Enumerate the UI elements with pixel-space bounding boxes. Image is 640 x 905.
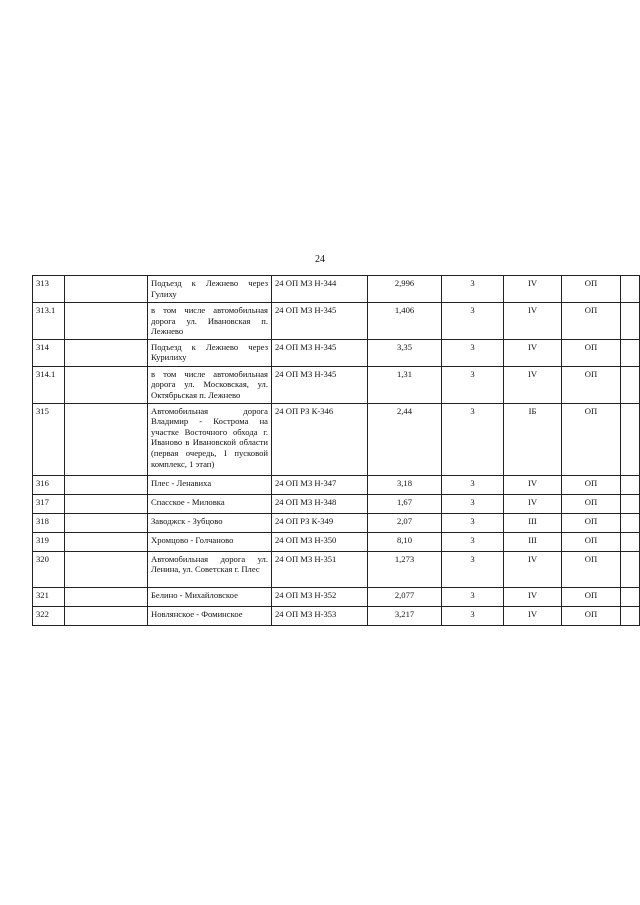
length-cell: 2,077	[368, 587, 442, 606]
table-row	[33, 532, 640, 551]
surface-type-cell: IV	[504, 494, 562, 513]
row-number-cell: 313.1	[33, 303, 65, 340]
blank-cell	[65, 276, 148, 303]
road-name-cell: Автомобильная дорога Владимир - Кострома на участке Восточного обхода г. Иваново в Ивановской области (первая очередь, I пусковой комплекс, 1 этап)	[148, 403, 272, 475]
category-cell: 3	[442, 587, 504, 606]
category-cell: 3	[442, 606, 504, 625]
road-code-cell: 24 ОП РЗ К-346	[272, 403, 368, 475]
table-row	[33, 339, 640, 366]
row-number-cell: 320	[33, 551, 65, 587]
roads-table	[32, 275, 640, 626]
blank-end-cell	[621, 606, 640, 625]
road-type-cell: ОП	[562, 303, 621, 340]
blank-cell	[65, 532, 148, 551]
row-number-cell: 316	[33, 475, 65, 494]
blank-end-cell	[621, 587, 640, 606]
blank-end-cell	[621, 276, 640, 303]
surface-type-cell: IV	[504, 606, 562, 625]
blank-end-cell	[621, 513, 640, 532]
road-type-cell: ОП	[562, 475, 621, 494]
table-row	[33, 587, 640, 606]
road-type-cell: ОП	[562, 606, 621, 625]
road-name-cell: Подъезд к Лежнево через Гулиху	[148, 276, 272, 303]
table-row	[33, 276, 640, 303]
surface-type-cell: III	[504, 532, 562, 551]
surface-type-cell: IV	[504, 366, 562, 403]
table-row	[33, 303, 640, 340]
road-type-cell: ОП	[562, 532, 621, 551]
road-code-cell: 24 ОП МЗ Н-345	[272, 303, 368, 340]
blank-cell	[65, 606, 148, 625]
length-cell: 2,996	[368, 276, 442, 303]
blank-cell	[65, 551, 148, 587]
row-number-cell: 319	[33, 532, 65, 551]
category-cell: 3	[442, 475, 504, 494]
road-type-cell: ОП	[562, 494, 621, 513]
blank-end-cell	[621, 303, 640, 340]
road-code-cell: 24 ОП МЗ Н-350	[272, 532, 368, 551]
road-type-cell: ОП	[562, 366, 621, 403]
length-cell: 1,31	[368, 366, 442, 403]
table-row	[33, 403, 640, 475]
category-cell: 3	[442, 551, 504, 587]
road-type-cell: ОП	[562, 551, 621, 587]
surface-type-cell: IV	[504, 587, 562, 606]
road-code-cell: 24 ОП РЗ К-349	[272, 513, 368, 532]
road-code-cell: 24 ОП МЗ Н-345	[272, 366, 368, 403]
road-name-cell: в том числе автомобильная дорога ул. Ивановская п. Лежнево	[148, 303, 272, 340]
row-number-cell: 318	[33, 513, 65, 532]
category-cell: 3	[442, 303, 504, 340]
surface-type-cell: IБ	[504, 403, 562, 475]
surface-type-cell: IV	[504, 276, 562, 303]
length-cell: 1,67	[368, 494, 442, 513]
table-row	[33, 513, 640, 532]
length-cell: 3,18	[368, 475, 442, 494]
category-cell: 3	[442, 366, 504, 403]
road-code-cell: 24 ОП МЗ Н-351	[272, 551, 368, 587]
length-cell: 2,07	[368, 513, 442, 532]
road-type-cell: ОП	[562, 276, 621, 303]
length-cell: 8,10	[368, 532, 442, 551]
table-row	[33, 494, 640, 513]
category-cell: 3	[442, 532, 504, 551]
row-number-cell: 321	[33, 587, 65, 606]
road-code-cell: 24 ОП МЗ Н-353	[272, 606, 368, 625]
road-type-cell: ОП	[562, 587, 621, 606]
blank-cell	[65, 303, 148, 340]
category-cell: 3	[442, 403, 504, 475]
road-code-cell: 24 ОП МЗ Н-347	[272, 475, 368, 494]
road-code-cell: 24 ОП МЗ Н-344	[272, 276, 368, 303]
road-type-cell: ОП	[562, 513, 621, 532]
road-name-cell: Новлянское - Фоминское	[148, 606, 272, 625]
table-row	[33, 475, 640, 494]
blank-cell	[65, 494, 148, 513]
table-body	[33, 276, 640, 626]
road-name-cell: Заводжск - Зубцово	[148, 513, 272, 532]
row-number-cell: 322	[33, 606, 65, 625]
table-row	[33, 606, 640, 625]
blank-end-cell	[621, 551, 640, 587]
surface-type-cell: IV	[504, 475, 562, 494]
road-name-cell: Подъезд к Лежнево через Курилиху	[148, 339, 272, 366]
row-number-cell: 315	[33, 403, 65, 475]
length-cell: 1,273	[368, 551, 442, 587]
surface-type-cell: IV	[504, 339, 562, 366]
blank-cell	[65, 513, 148, 532]
road-name-cell: Спасское - Миловка	[148, 494, 272, 513]
road-name-cell: в том числе автомобильная дорога ул. Московская, ул. Октябрьская п. Лежнево	[148, 366, 272, 403]
row-number-cell: 317	[33, 494, 65, 513]
category-cell: 3	[442, 494, 504, 513]
blank-end-cell	[621, 339, 640, 366]
table-row	[33, 366, 640, 403]
row-number-cell: 314	[33, 339, 65, 366]
blank-end-cell	[621, 494, 640, 513]
category-cell: 3	[442, 513, 504, 532]
surface-type-cell: IV	[504, 303, 562, 340]
road-name-cell: Белино - Михайловское	[148, 587, 272, 606]
blank-cell	[65, 403, 148, 475]
road-type-cell: ОП	[562, 403, 621, 475]
row-number-cell: 313	[33, 276, 65, 303]
blank-end-cell	[621, 475, 640, 494]
length-cell: 3,35	[368, 339, 442, 366]
blank-cell	[65, 587, 148, 606]
surface-type-cell: IV	[504, 551, 562, 587]
blank-end-cell	[621, 532, 640, 551]
blank-cell	[65, 475, 148, 494]
surface-type-cell: III	[504, 513, 562, 532]
road-name-cell: Плес - Ленавиха	[148, 475, 272, 494]
road-code-cell: 24 ОП МЗ Н-348	[272, 494, 368, 513]
blank-end-cell	[621, 366, 640, 403]
table-row	[33, 551, 640, 587]
length-cell: 2,44	[368, 403, 442, 475]
blank-cell	[65, 339, 148, 366]
category-cell: 3	[442, 276, 504, 303]
length-cell: 1,406	[368, 303, 442, 340]
road-code-cell: 24 ОП МЗ Н-345	[272, 339, 368, 366]
length-cell: 3,217	[368, 606, 442, 625]
category-cell: 3	[442, 339, 504, 366]
row-number-cell: 314.1	[33, 366, 65, 403]
road-code-cell: 24 ОП МЗ Н-352	[272, 587, 368, 606]
road-type-cell: ОП	[562, 339, 621, 366]
blank-end-cell	[621, 403, 640, 475]
road-name-cell: Автомобильная дорога ул. Ленина, ул. Советская г. Плес	[148, 551, 272, 587]
blank-cell	[65, 366, 148, 403]
page-number: 24	[315, 254, 325, 265]
road-name-cell: Хромцово - Голчаново	[148, 532, 272, 551]
